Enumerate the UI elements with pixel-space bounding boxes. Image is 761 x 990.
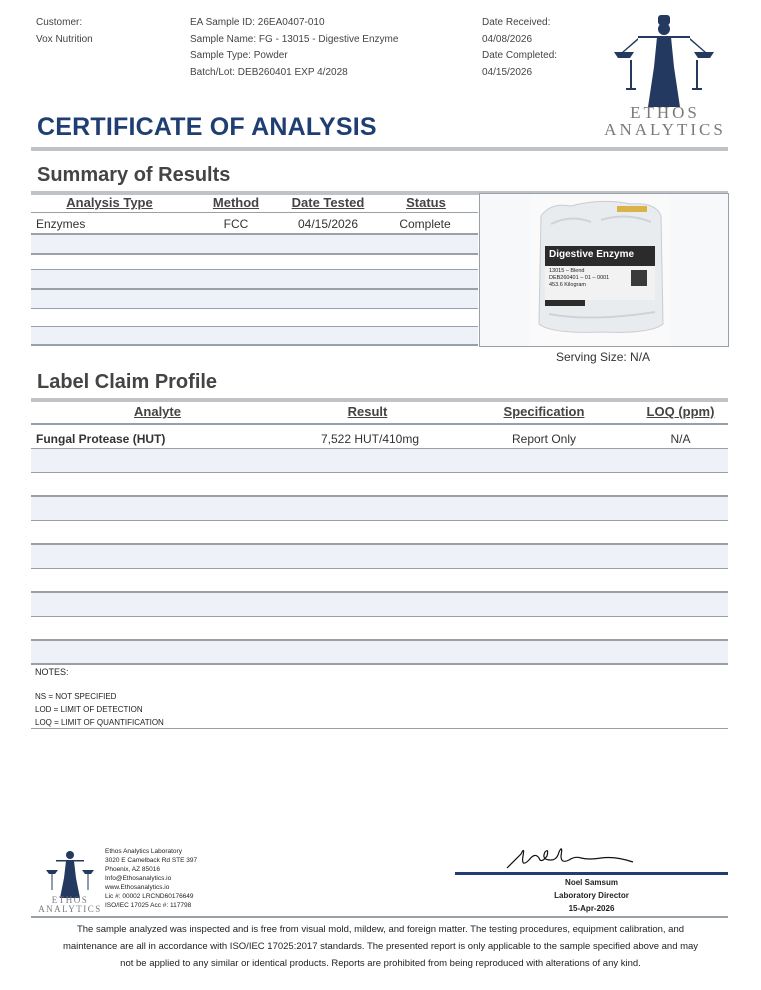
serving-size: Serving Size: N/A xyxy=(556,350,651,364)
signature-date: 15-Apr-2026 xyxy=(568,904,615,913)
label-cell-analyte: Fungal Protease (HUT) xyxy=(36,432,166,446)
sample-type: Sample Type: Powder xyxy=(190,50,288,61)
product-label-line2: DEB260401 – 01 – 0001 xyxy=(549,275,610,281)
label-empty-row xyxy=(31,641,728,663)
note-ns: NS = NOT SPECIFIED xyxy=(35,692,117,701)
notes-heading: NOTES: xyxy=(35,667,69,677)
signatory-role: Laboratory Director xyxy=(554,891,629,900)
product-photo-frame xyxy=(479,193,729,347)
label-col-specification: Specification xyxy=(503,404,585,419)
ethos-logo xyxy=(600,12,730,142)
signature-line xyxy=(455,872,728,875)
label-col-result: Result xyxy=(347,404,388,419)
lab-logo-line2: ANALYTICS xyxy=(38,904,102,914)
customer-block xyxy=(36,15,93,48)
label-header-line xyxy=(31,423,728,425)
footer-line2: maintenance are all in accordance with ISO/IEC 17025:2017 standards. The presented report is only applicable to the sample specified above and may xyxy=(62,941,699,952)
summary-col-method: Method xyxy=(212,195,260,210)
justice-figure-icon xyxy=(600,12,730,112)
dates-block xyxy=(482,15,557,81)
lab-email: Info@Ethosanalytics.io xyxy=(105,875,172,882)
label-empty-row xyxy=(31,545,728,568)
label-row-line xyxy=(31,663,728,665)
label-empty-row xyxy=(31,449,728,472)
sample-info-block xyxy=(190,15,398,81)
summary-row-line xyxy=(31,253,478,255)
signature-block xyxy=(455,876,728,915)
summary-col-status: Status xyxy=(406,195,446,210)
summary-row-line xyxy=(31,344,478,346)
lab-address2: Phoenix, AZ 85016 xyxy=(105,866,160,873)
label-empty-row xyxy=(31,497,728,520)
logo-line1: ETHOS xyxy=(630,103,700,122)
summary-heading: Summary of Results xyxy=(37,164,231,186)
summary-row-line xyxy=(31,308,478,309)
date-completed: 04/15/2026 xyxy=(482,66,533,78)
summary-empty-row xyxy=(31,327,478,344)
footer-line3: not be applied to any similar or identical products. Reports are prohibited from being reproduced with alterations of any kind. xyxy=(120,958,641,969)
signatory-name: Noel Samsum xyxy=(565,878,618,887)
date-completed-label: Date Completed: xyxy=(482,50,558,61)
summary-empty-row xyxy=(31,235,478,253)
customer-label: Customer: xyxy=(36,17,83,28)
date-received: 04/08/2026 xyxy=(482,33,533,45)
label-empty-row xyxy=(31,593,728,616)
lab-name: Ethos Analytics Laboratory xyxy=(105,848,182,855)
page-title: CERTIFICATE OF ANALYSIS xyxy=(37,113,377,141)
summary-row-line xyxy=(31,269,478,270)
lab-website: www.Ethosanalytics.io xyxy=(105,884,170,891)
signature-icon xyxy=(505,834,635,874)
label-claim-divider xyxy=(31,398,728,402)
summary-cell-analysis-type: Enzymes xyxy=(36,217,86,231)
customer-value: Vox Nutrition xyxy=(36,33,93,45)
label-cell-loq: N/A xyxy=(670,432,691,446)
footer-divider xyxy=(31,916,728,918)
summary-empty-row xyxy=(31,290,478,308)
summary-col-date-tested: Date Tested xyxy=(291,195,365,210)
label-cell-result: 7,522 HUT/410mg xyxy=(320,432,420,446)
summary-empty-row xyxy=(31,270,478,288)
summary-cell-date-tested: 04/15/2026 xyxy=(297,217,359,231)
sample-name: Sample Name: FG - 13015 - Digestive Enzyme xyxy=(190,33,399,45)
label-col-loq: LOQ (ppm) xyxy=(646,404,715,419)
product-label-line3: 453.6 Kilogram xyxy=(549,282,586,288)
summary-header-line xyxy=(31,212,478,213)
product-photo xyxy=(531,194,669,346)
note-lod: LOD = LIMIT OF DETECTION xyxy=(35,705,143,714)
sample-id: EA Sample ID: 26EA0407-010 xyxy=(190,17,325,28)
lab-license: Lic #: 00002 LRCND60176649 xyxy=(105,893,194,900)
lab-info xyxy=(105,847,197,910)
lab-logo-line1: ETHOS xyxy=(51,895,89,905)
note-loq: LOQ = LIMIT OF QUANTIFICATION xyxy=(35,718,164,727)
lab-address1: 3020 E Camelback Rd STE 397 xyxy=(105,857,198,864)
date-received-label: Date Received: xyxy=(482,17,551,28)
product-label-title: Digestive Enzyme xyxy=(549,249,635,260)
justice-figure-small-icon xyxy=(36,846,104,900)
footer-disclaimer xyxy=(20,921,741,972)
label-row-line xyxy=(31,472,728,473)
logo-line2: ANALYTICS xyxy=(604,120,726,139)
label-row-line xyxy=(31,568,728,569)
notes-bottom-line xyxy=(31,728,728,729)
label-row-line xyxy=(31,616,728,617)
lab-iso: ISO/IEC 17025 Acc #: 117798 xyxy=(105,902,192,909)
summary-cell-status: Complete xyxy=(399,217,451,231)
label-claim-heading: Label Claim Profile xyxy=(37,371,218,393)
label-cell-specification: Report Only xyxy=(511,432,577,446)
lab-logo xyxy=(36,846,104,916)
label-col-analyte: Analyte xyxy=(134,404,181,419)
batch-lot: Batch/Lot: DEB260401 EXP 4/2028 xyxy=(190,66,348,78)
label-row-line xyxy=(31,520,728,521)
summary-cell-method: FCC xyxy=(223,217,249,231)
notes-list xyxy=(35,690,164,729)
title-divider xyxy=(31,147,728,151)
product-label-text xyxy=(549,268,609,289)
product-label-line1: 13015 – Blend xyxy=(549,268,585,274)
footer-line1: The sample analyzed was inspected and is free from visual mold, mildew, and foreign matter. The testing procedures, equipment calibration, and xyxy=(76,924,685,935)
summary-col-analysis-type: Analysis Type xyxy=(66,195,153,210)
